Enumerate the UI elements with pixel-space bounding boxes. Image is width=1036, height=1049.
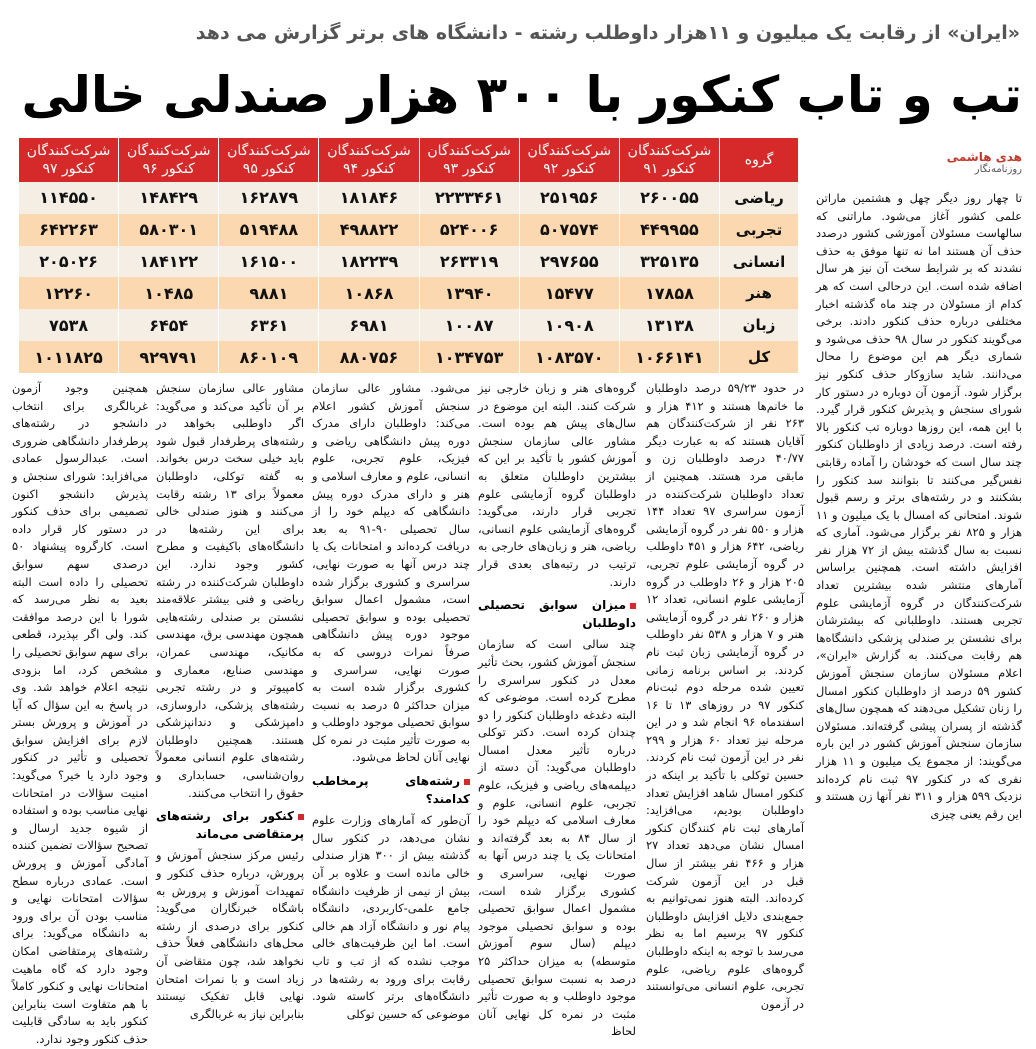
table-cell: ۵۱۹۴۸۸ [219,214,319,246]
table-cell: ریاضی [720,182,799,214]
table-cell: ۱۶۲۸۷۹ [219,182,319,214]
bullet-square-icon [464,779,470,785]
table-header: شرکت‌کنندگان کنکور ۹۲ [519,138,619,182]
table-cell: ۱۰۰۸۷ [419,309,519,341]
table-cell: ۱۰۴۸۵ [119,277,219,309]
table-cell: ۶۴۵۴ [119,309,219,341]
table-cell: ۵۲۴۰۰۶ [419,214,519,246]
table-cell: ۱۴۸۴۲۹ [119,182,219,214]
stats-table-wrapper [18,138,798,373]
table-header: شرکت‌کنندگان کنکور ۹۷ [19,138,119,182]
bullet-square-icon [630,603,636,609]
table-header: شرکت‌کنندگان کنکور ۹۵ [219,138,319,182]
table-header: شرکت‌کنندگان کنکور ۹۴ [319,138,419,182]
table-header: شرکت‌کنندگان کنکور ۹۳ [419,138,519,182]
table-cell: ۱۰۸۶۸ [319,277,419,309]
table-header-row [19,138,799,182]
column-text: رئیس مرکز سنجش آموزش و پرورش، درباره حذف کنکور و تمهیدات آموزش و پرورش به باشگاه خبرنگاران می‌گوید: کنکور برای درصدی از رشته محل‌های دانشگاهی فعلاً حذف نخواهد شد، چون متقاضی آن زیاد است و با نمرات امتحان نهایی قابل تفکیک نیستند بنابراین نیاز به غربالگری [156,848,304,1021]
table-header: شرکت‌کنندگان کنکور ۹۱ [619,138,719,182]
column-text: همچنین وجود آزمون غربالگری برای انتخاب دانشجو در رشته‌های پرطرفدار دانشگاهی ضروری است. عبدالرسول عمادی می‌افزاید: شورای سنجش و پذیرش دانشجو اکنون تصمیمی برای حذف کنکور در دستور کار قرار داده است. کارگروه پیشنهاد ۵۰ درصدی سهم سوابق تحصیلی را داده است البته بعید به نظر می‌رسد که شورا با این درصد موافقت کند. ولی اگر بپذیرد، قطعی برای سهم سوابق تحصیلی را مشخص کرد، اما بزودی نتیجه اعلام خواهد شد. وی در پاسخ به این سؤال که آیا در آموزش و پرورش بستر لازم برای افزایش سوابق تحصیلی و تأثیر در کنکور وجود دارد یا خیر؟ می‌گوید: امنیت سؤالات در امتحانات نهایی مناسب بوده و استفاده از شیوه جدید ارسال و تصحیح سؤالات تضمین کننده آمادگی آموزش و پرورش است. عمادی درباره سطح سؤالات امتحانات نهایی و مناسب بودن آن برای ورود به دانشگاه می‌گوید: برای رشته‌های پرمتقاضی امکان وجود دارد که گاه ماهیت امتحانات نهایی و کنکور کاملاً با هم متفاوت است بنابراین کنکور باید به سادگی قابلیت حذف کنکور وجود ندارد. [12,381,148,1046]
table-cell: ۱۵۴۷۷ [519,277,619,309]
table-row [19,341,799,373]
table-cell: ۱۰۳۴۷۵۳ [419,341,519,373]
table-cell: ۶۹۸۱ [319,309,419,341]
section-subheading: کنکور برای رشته‌های پرمتقاضی می‌ماند [156,809,304,841]
table-cell: ۳۲۵۱۳۵ [619,246,719,278]
table-cell: ۹۸۸۱ [219,277,319,309]
article-column-5 [156,380,305,1021]
article-column-6 [12,380,148,1046]
stats-table [18,138,798,373]
table-cell: ۸۶۰۱۰۹ [219,341,319,373]
kicker: «ایران» از رقابت یک میلیون و ۱۱هزار داوطلب رشته - دانشگاه های برتر گزارش می دهد [195,22,1020,44]
table-header: گروه [720,138,799,182]
column-text: در حدود ۵۹/۲۳ درصد داوطلبان ما خانم‌ها هستند و ۴۱۲ هزار و ۲۶۳ نفر از شرکت‌کنندگان هم آقایان هستند که به عبارت دیگر ۴۰/۷۷ درصد داوطلبان زن و مابقی مرد هستند. همچنین از تعداد داوطلبان شرکت‌کننده در آزمون سراسری ۹۷ تعداد ۱۴۴ هزار و ۵۵۰ نفر در گروه آزمایشی ریاضی، ۶۴۲ هزار و ۴۵۱ داوطلب در گروه آزمایشی علوم تجربی، ۲۰۵ هزار و ۲۶ داوطلب در گروه آزمایشی علوم انسانی، تعداد ۱۲ هزار و ۲۶۰ نفر در گروه آزمایشی هنر و ۷ هزار و ۵۳۸ نفر داوطلب در گروه آزمایشی زبان ثبت نام کردند. بر اساس برنامه زمانی تعیین شده مرحله دوم ثبت‌نام کنکور ۹۷ در روزهای ۱۳ تا ۱۶ اسفندماه ۹۶ انجام شد و در این مرحله نیز تعداد ۶۰ هزار و ۲۹۹ نفر در این آزمون ثبت نام کردند. حسین توکلی با تأکید بر اینکه در کنکور امسال شاهد افزایش تعداد داوطلبان بودیم، می‌افزاید: آمارهای ثبت نام کنندگان کنکور امسال نشان می‌دهد تعداد ۲۷ هزار و ۴۶۶ نفر بیشتر از سال قبل در این آزمون شرکت کرده‌اند. البته هنوز نمی‌توانیم به جمع‌بندی دلایل افزایش داوطلبان کنکور ۹۷ برسیم اما به نظر می‌رسد با توجه به اینکه داوطلبان گروه‌های علوم ریاضی، علوم تجربی، علوم انسانی می‌توانستند در آزمون [646,381,805,1011]
table-row [19,182,799,214]
table-row [19,277,799,309]
table-cell: ۶۳۶۱ [219,309,319,341]
table-cell: زبان [720,309,799,341]
table-cell: ۱۸۴۱۲۲ [119,246,219,278]
column-text: تا چهار روز دیگر چهل و هشتمین ماراتن علمی کشور آغاز می‌شود. ماراتنی که سالهاست مسئولان آموزشی کشور درصدد حذف آن هستند اما نه تنها موفق به حذف نشدند که بر شرایط سخت آن نیز هر سال اضافه شده است. این درحالی است که هر کدام از مسئولان در چند ماه گذشته اخبار مختلفی درباره حذف کنکور دادند. برخی می‌گویند کنکور در سال ۹۸ حذف می‌شود و شماری دیگر هم این موضوع را محال می‌دانند. شاید سازوکار حذف کنکور نیز برگزار شود. آزمون آن دوباره در دستور کار شورای سنجش و پذیرش کنکور قرار گیرد. با این همه، این روزها دوباره تب کنکور بالا رفته است. درصد زیادی از داوطلبان کنکور چند سال است که خودشان را آماده رقابتی نفس‌گیر می‌کنند تا بتوانند سد کنکور را بشکنند و در رشته‌های برتر و رسم قبول شوند. امتحانی که امسال با یک میلیون و ۱۱ هزار و ۸۲۵ نفر برگزار می‌شود. آماری که نسبت به سال گذشته بیش از ۷۲ هزار نفر افزایش داشته است. همچنین براساس آمارهای منتشر شده بیشترین تعداد شرکت‌کنندگان در گروه آزمایشی علوم تجربی هستند. داوطلبانی که بیشترشان برای نشستن بر صندلی پزشکی دانشگاه‌ها هم رقابت می‌کنند. به گزارش «ایران»، اعلام مسئولان سازمان سنجش آموزش کشور ۵۹ درصد از داوطلبان کنکور امسال را زنان تشکیل می‌دهند که همچون سال‌های گذشته از پسران پیشی گرفته‌اند. مسئولان سازمان سنجش آموزش کشور در این باره می‌گویند: از مجموع یک میلیون و ۱۱ هزار نفری که در کنکور ۹۷ ثبت نام کرده‌اند نزدیک ۵۹۹ هزار و ۳۱۱ نفر آنها زن هستند و این رقم یعنی چیزی [816,191,1023,821]
table-cell: ۱۳۹۴۰ [419,277,519,309]
table-cell: ۱۰۹۰۸ [519,309,619,341]
table-cell: ۲۹۷۶۵۵ [519,246,619,278]
table-cell: هنر [720,277,799,309]
column-text: چند سالی است که سازمان سنجش آموزش کشور، بحث تأثیر معدل در کنکور سراسری را مطرح کرده است. موضوعی که البته دغدغه داوطلبان کنکور را دو چندان کرده است. دکتر توکلی درباره تأثیر معدل امسال داوطلبان می‌گوید: آن دسته از دیپلمه‌های ریاضی و فیزیک، علوم تجربی، علوم انسانی، علوم و معارف اسلامی که دیپلم خود را از سال ۸۴ به بعد گرفته‌اند و امتحانات یک یا چند درس آنها به صورت نهایی، سراسری و کشوری برگزار شده است، مشمول اعمال سوابق تحصیلی بوده و سوابق تحصیلی موجود دیپلم (سال سوم آموزش متوسطه) به میزان حداکثر ۲۵ درصد به نسبت سوابق تحصیلی موجود داوطلب و به صورت تأثیر مثبت در نمره کل نهایی آنان لحاظ [478,637,636,1039]
table-cell: ۱۰۶۶۱۴۱ [619,341,719,373]
author-name: هدی هاشمی [946,150,1022,164]
table-cell: ۱۸۲۲۳۹ [319,246,419,278]
table-cell: ۱۷۸۵۸ [619,277,719,309]
table-cell: کل [720,341,799,373]
column-text: آن‌طور که آمارهای وزارت علوم نشان می‌دهد، در کنکور سال گذشته بیش از ۳۰۰ هزار صندلی خالی مانده است و علاوه بر آن بیش از نیمی از ظرفیت دانشگاه جامع علمی-کاربردی، دانشگاه پیام نور و دانشگاه آزاد هم خالی است. اما این ظرفیت‌های خالی موجب نشده که از تب و تاب رقابت برای ورود به رشته‌ها در دانشگاه‌های برتر کاسته شود. موضوعی که حسین توکلی [312,813,470,1021]
byline [816,150,1022,175]
table-cell: ۱۳۱۳۸ [619,309,719,341]
table-cell: ۲۵۱۹۵۶ [519,182,619,214]
table-cell: ۱۰۱۱۸۲۵ [19,341,119,373]
table-cell: ۴۴۹۹۵۵ [619,214,719,246]
table-cell: ۱۱۴۵۵۰ [19,182,119,214]
table-cell: انسانی [720,246,799,278]
table-cell: ۱۸۱۸۴۶ [319,182,419,214]
table-cell: ۴۹۸۸۲۲ [319,214,419,246]
table-cell: ۲۶۰۰۵۵ [619,182,719,214]
table-cell: ۲۲۳۳۴۶۱ [419,182,519,214]
section-subheading: میزان سوابق تحصیلی داوطلبان [478,598,636,630]
table-cell: ۱۰۸۳۵۷۰ [519,341,619,373]
table-row [19,214,799,246]
table-cell: ۷۵۳۸ [19,309,119,341]
table-cell: ۸۸۰۷۵۶ [319,341,419,373]
table-cell: ۵۸۰۳۰۱ [119,214,219,246]
article-column-4 [312,380,470,1021]
table-cell: تجربی [720,214,799,246]
article-column-1 [816,190,1022,924]
bullet-square-icon [298,814,304,820]
column-text: گروه‌های هنر و زبان خارجی نیز شرکت کنند. البته این موضوع در سال‌های پیش هم بوده است. مشاور عالی سازمان سنجش آموزش کشور با تأکید بر این که بیشترین داوطلبان متعلق به داوطلبان گروه آزمایشی علوم تجربی قرار دارند، می‌گوید: گروه‌های آزمایشی علوم انسانی، ریاضی، هنر و زبان‌های خارجی به ترتیب در رتبه‌های بعدی قرار دارند. [478,381,636,589]
article-column-2 [646,380,805,1011]
headline: تب و تاب کنکور با ۳۰۰ هزار صندلی خالی [21,66,1022,124]
section-subheading: رشته‌های پرمخاطب کدامند؟ [312,774,470,806]
column-text: می‌شود. مشاور عالی سازمان سنجش آموزش کشور اعلام می‌کند: داوطلبان دارای مدرک دوره پیش دانشگاهی ریاضی و فیزیک، علوم تجربی، علوم انسانی، علوم و معارف اسلامی و هنر و دارای مدرک دوره پیش دانشگاهی که دیپلم خود را از سال تحصیلی ۹۰-۹۱ به بعد دریافت کرده‌اند و امتحانات یک یا چند درس آنها به صورت نهایی، سراسری و کشوری برگزار شده است، مشمول اعمال سوابق تحصیلی بوده و سوابق تحصیلی موجود دوره پیش دانشگاهی صرفاً نمرات دروسی که به صورت نهایی، سراسری و کشوری برگزار شده است به میزان حداکثر ۵ درصد به نسبت سوابق تحصیلی موجود داوطلب و به صورت تأثیر مثبت در نمره کل نهایی آنان لحاظ می‌شود. [312,381,470,765]
table-cell: ۵۰۷۵۷۴ [519,214,619,246]
table-cell: ۶۴۲۲۶۳ [19,214,119,246]
table-cell: ۱۲۲۶۰ [19,277,119,309]
table-cell: ۹۲۹۷۹۱ [119,341,219,373]
table-cell: ۲۶۳۳۱۹ [419,246,519,278]
column-text: مشاور عالی سازمان سنجش بر آن تأکید می‌کند و می‌گوید: اگر داوطلبی بخواهد در رشته‌های پرطرفدار قبول شود باید خیلی سخت درس بخواند. به گفته توکلی، داوطلبان معمولاً برای ۱۳ رشته رقابت می‌کنند و هنوز صندلی خالی برای این رشته‌ها در دانشگاه‌های باکیفیت و مطرح کشور وجود ندارد. این داوطلبان شرکت‌کننده در رشته ریاضی و فنی بیشتر علاقه‌مند نشستن بر صندلی رشته‌هایی همچون مهندسی برق، مهندسی مکانیک، مهندسی عمران، مهندسی صنایع، معماری و کامپیوتر و در رشته تجربی رشته‌های پزشکی، داروسازی، دامپزشکی و دندانپزشکی هستند. همچنین داوطلبان رشته‌های علوم انسانی معمولاً روان‌شناسی، حسابداری و حقوق را انتخاب می‌کنند. [156,381,305,800]
table-cell: ۱۶۱۵۰۰ [219,246,319,278]
table-row [19,309,799,341]
table-row [19,246,799,278]
table-header: شرکت‌کنندگان کنکور ۹۶ [119,138,219,182]
article-column-3 [478,380,636,1039]
author-role: روزنامه‌نگار [974,164,1022,175]
table-cell: ۲۰۵۰۲۶ [19,246,119,278]
